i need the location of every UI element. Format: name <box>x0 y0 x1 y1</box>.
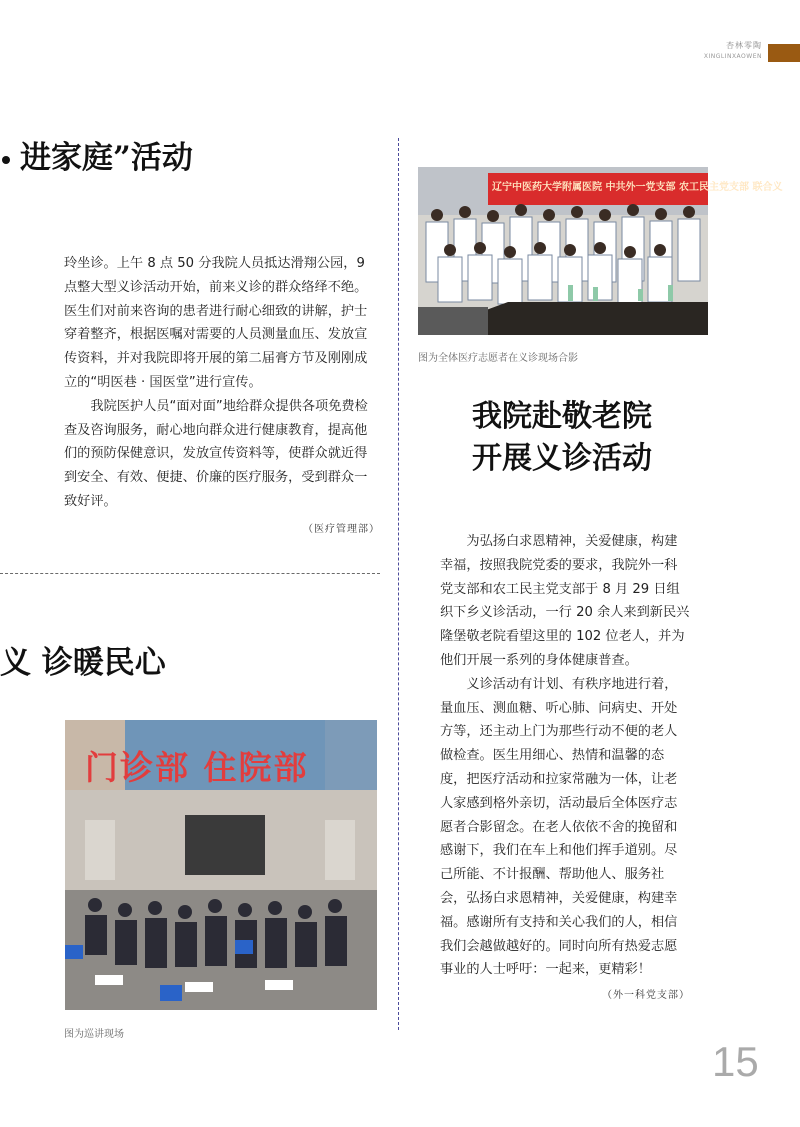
article3-body <box>440 530 690 1008</box>
article2-title: 义 诊暖民心 <box>0 645 166 681</box>
article3-paragraph: 义诊活动有计划、有秩序地进行着，量血压、测血糖、听心肺、问病史、开处方等，还主动上门为那些行动不便的老人做检查。医生用细心、热情和温馨的态度，把医疗活动和拉家常融为一体，让老人家感到格外亲切，活动最后全体医疗志愿者合影留念。在老人依依不舍的挽留和感谢下，我们在车上和他们挥手道别。尽己所能、不计报酬、帮助他人、服务社会，弘扬白求恩精神，关爱健康，构建幸福。感谢所有支持和关心我们的人，相信我们会越做越好的。同时向所有热爱志愿事业的人士呼吁：一起来，更精彩！ <box>440 676 678 978</box>
volunteer-group-photo <box>418 167 783 335</box>
column-divider <box>398 138 399 1030</box>
hospital-sign-text: 门诊部 住院部 <box>85 748 309 787</box>
article3-title-line: 我院赴敬老院 <box>472 399 652 434</box>
article2-photo-caption: 图为巡讲现场 <box>64 1029 124 1040</box>
article1-title-text: 进家庭”活动 <box>20 140 193 176</box>
title-bullet-icon <box>2 156 10 164</box>
article3-signature: （外一科党支部） <box>602 990 690 1002</box>
section-name: 杏林零陶 <box>726 41 762 50</box>
article3-title-line: 开展义诊活动 <box>472 441 652 476</box>
lecture-site-photo <box>65 720 377 1010</box>
article3-paragraph: 为弘扬白求恩精神，关爱健康，构建幸福，按照我院党委的要求，我院外一科党支部和农工民主党支部于 8 月 29 日组织下乡义诊活动，一行 20 余人来到新民兴隆堡敬老院看望这里的 102 位老人，并为他们开展一系列的身体健康普查。 <box>440 534 690 668</box>
article1-body <box>64 252 380 542</box>
article1-signature: （医疗管理部） <box>303 523 380 535</box>
page-number: 15 <box>712 1038 759 1085</box>
article1-paragraph: 玲坐诊。上午 8 点 50 分我院人员抵达滑翔公园，9 点整大型义诊活动开始，前来义诊的群众络绎不绝。医生们对前来咨询的患者进行耐心细致的讲解，护士穿着整齐，根据医嘱对需要的人员测量血压、发放宣传资料，并对我院即将开展的第二届膏方节及刚刚成立的“明医巷 · 国医堂”进行宣传。 <box>64 256 368 390</box>
article1-title <box>0 132 193 177</box>
section-name-pinyin: XINGLINXAOWEN <box>703 53 762 60</box>
article1-paragraph: 我院医护人员“面对面”地给群众提供各项免费检查及咨询服务，耐心地向群众进行健康教育，提高他们的预防保健意识，发放宣传资料等，使群众就近得到安全、有效、便捷、价廉的医疗服务，受到群众一致好评。 <box>64 398 368 509</box>
article3-title <box>472 396 652 480</box>
section-divider <box>0 573 380 574</box>
event-banner-text: 辽宁中医药大学附属医院 中共外一党支部 农工民主党支部 联合义 <box>492 182 783 193</box>
header-accent-bar <box>768 44 800 62</box>
article3-photo-caption: 图为全体医疗志愿者在义诊现场合影 <box>418 353 578 364</box>
